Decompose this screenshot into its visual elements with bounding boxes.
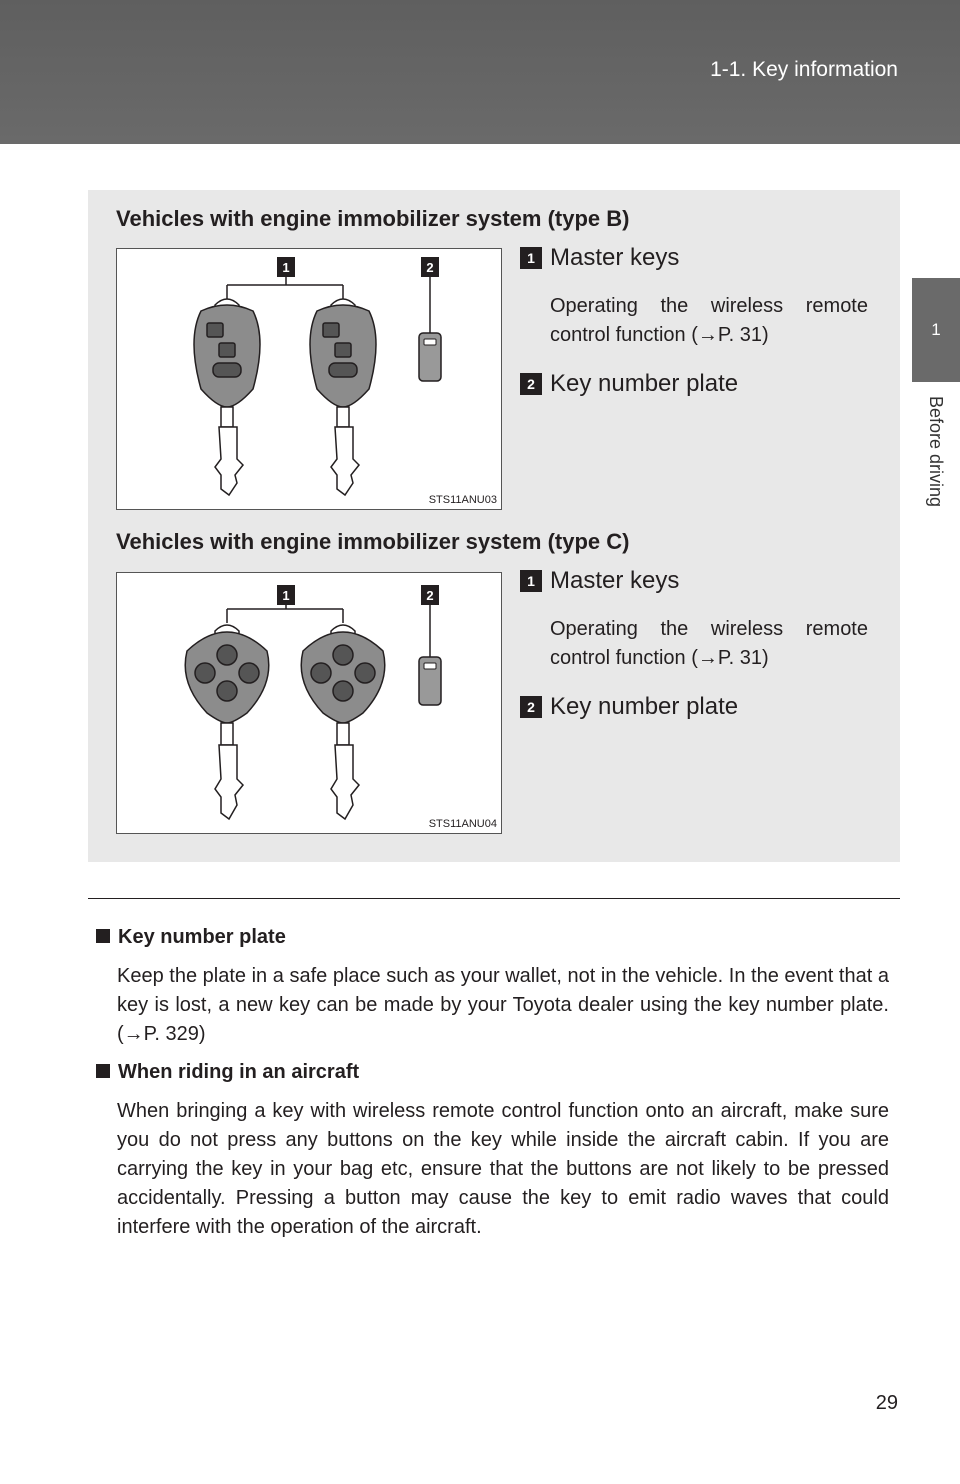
item-label: Master keys [550,244,680,271]
svg-text:1: 1 [282,260,290,275]
svg-text:2: 2 [426,260,434,275]
section-title-type-b: Vehicles with engine immobilizer system (type B) [116,206,630,231]
square-bullet-icon [96,1064,110,1078]
page-header [0,0,960,144]
note-heading-text: Key number plate [118,926,286,948]
note-heading-key-number-plate [96,926,286,949]
svg-text:2: 2 [426,588,434,603]
number-badge: 2 [520,373,542,395]
number-badge: 1 [520,247,542,269]
section-divider [88,898,900,899]
key-illustration-type-c [117,573,501,833]
figure-type-c [116,572,502,834]
svg-text:1: 1 [282,588,290,603]
section-title-type-c: Vehicles with engine immobilizer system (type C) [116,529,630,554]
note-heading-text: When riding in an aircraft [118,1061,360,1083]
page-number: 29 [875,1392,898,1414]
header-title: 1-1. Key information [710,58,898,81]
chapter-label: Before driving [926,396,946,508]
description-type-c [520,567,880,723]
note-body-aircraft: When bringing a key with wireless remote control function onto an aircraft, make sure you do not press any buttons on the key while inside the aircraft cabin. If you are carrying the key in your bag etc, ensure that the buttons are not likely to be pressed accidentally. Pressing a button may cause the key to emit radio waves that could interfere with the operation of the aircraft. [117,1100,889,1238]
description-type-b [520,244,880,400]
note-heading-aircraft [96,1061,359,1084]
item-label: Master keys [550,567,680,594]
key-illustration-type-b [117,249,501,509]
item-key-number-plate [520,370,880,400]
item-master-keys [520,567,880,597]
square-bullet-icon [96,929,110,943]
item-label: Key number plate [550,693,739,720]
figure-type-b [116,248,502,510]
chapter-tab: 1 [912,278,960,382]
item-label: Key number plate [550,370,739,397]
number-badge: 1 [520,570,542,592]
note-body-key-number-plate: Keep the plate in a safe place such as your wallet, not in the vehicle. In the event that a key is lost, a new key can be made by your Toyota dealer using the key number plate. (→P. 329) [117,965,889,1045]
item-key-number-plate [520,693,880,723]
item-note: Operating the wireless remote control function (→P. 31) [550,295,868,346]
figure-code: STS11ANU03 [428,494,497,506]
figure-code: STS11ANU04 [428,818,497,830]
number-badge: 2 [520,696,542,718]
key-types-panel [88,190,900,862]
item-note: Operating the wireless remote control function (→P. 31) [550,618,868,669]
item-master-keys [520,244,880,274]
